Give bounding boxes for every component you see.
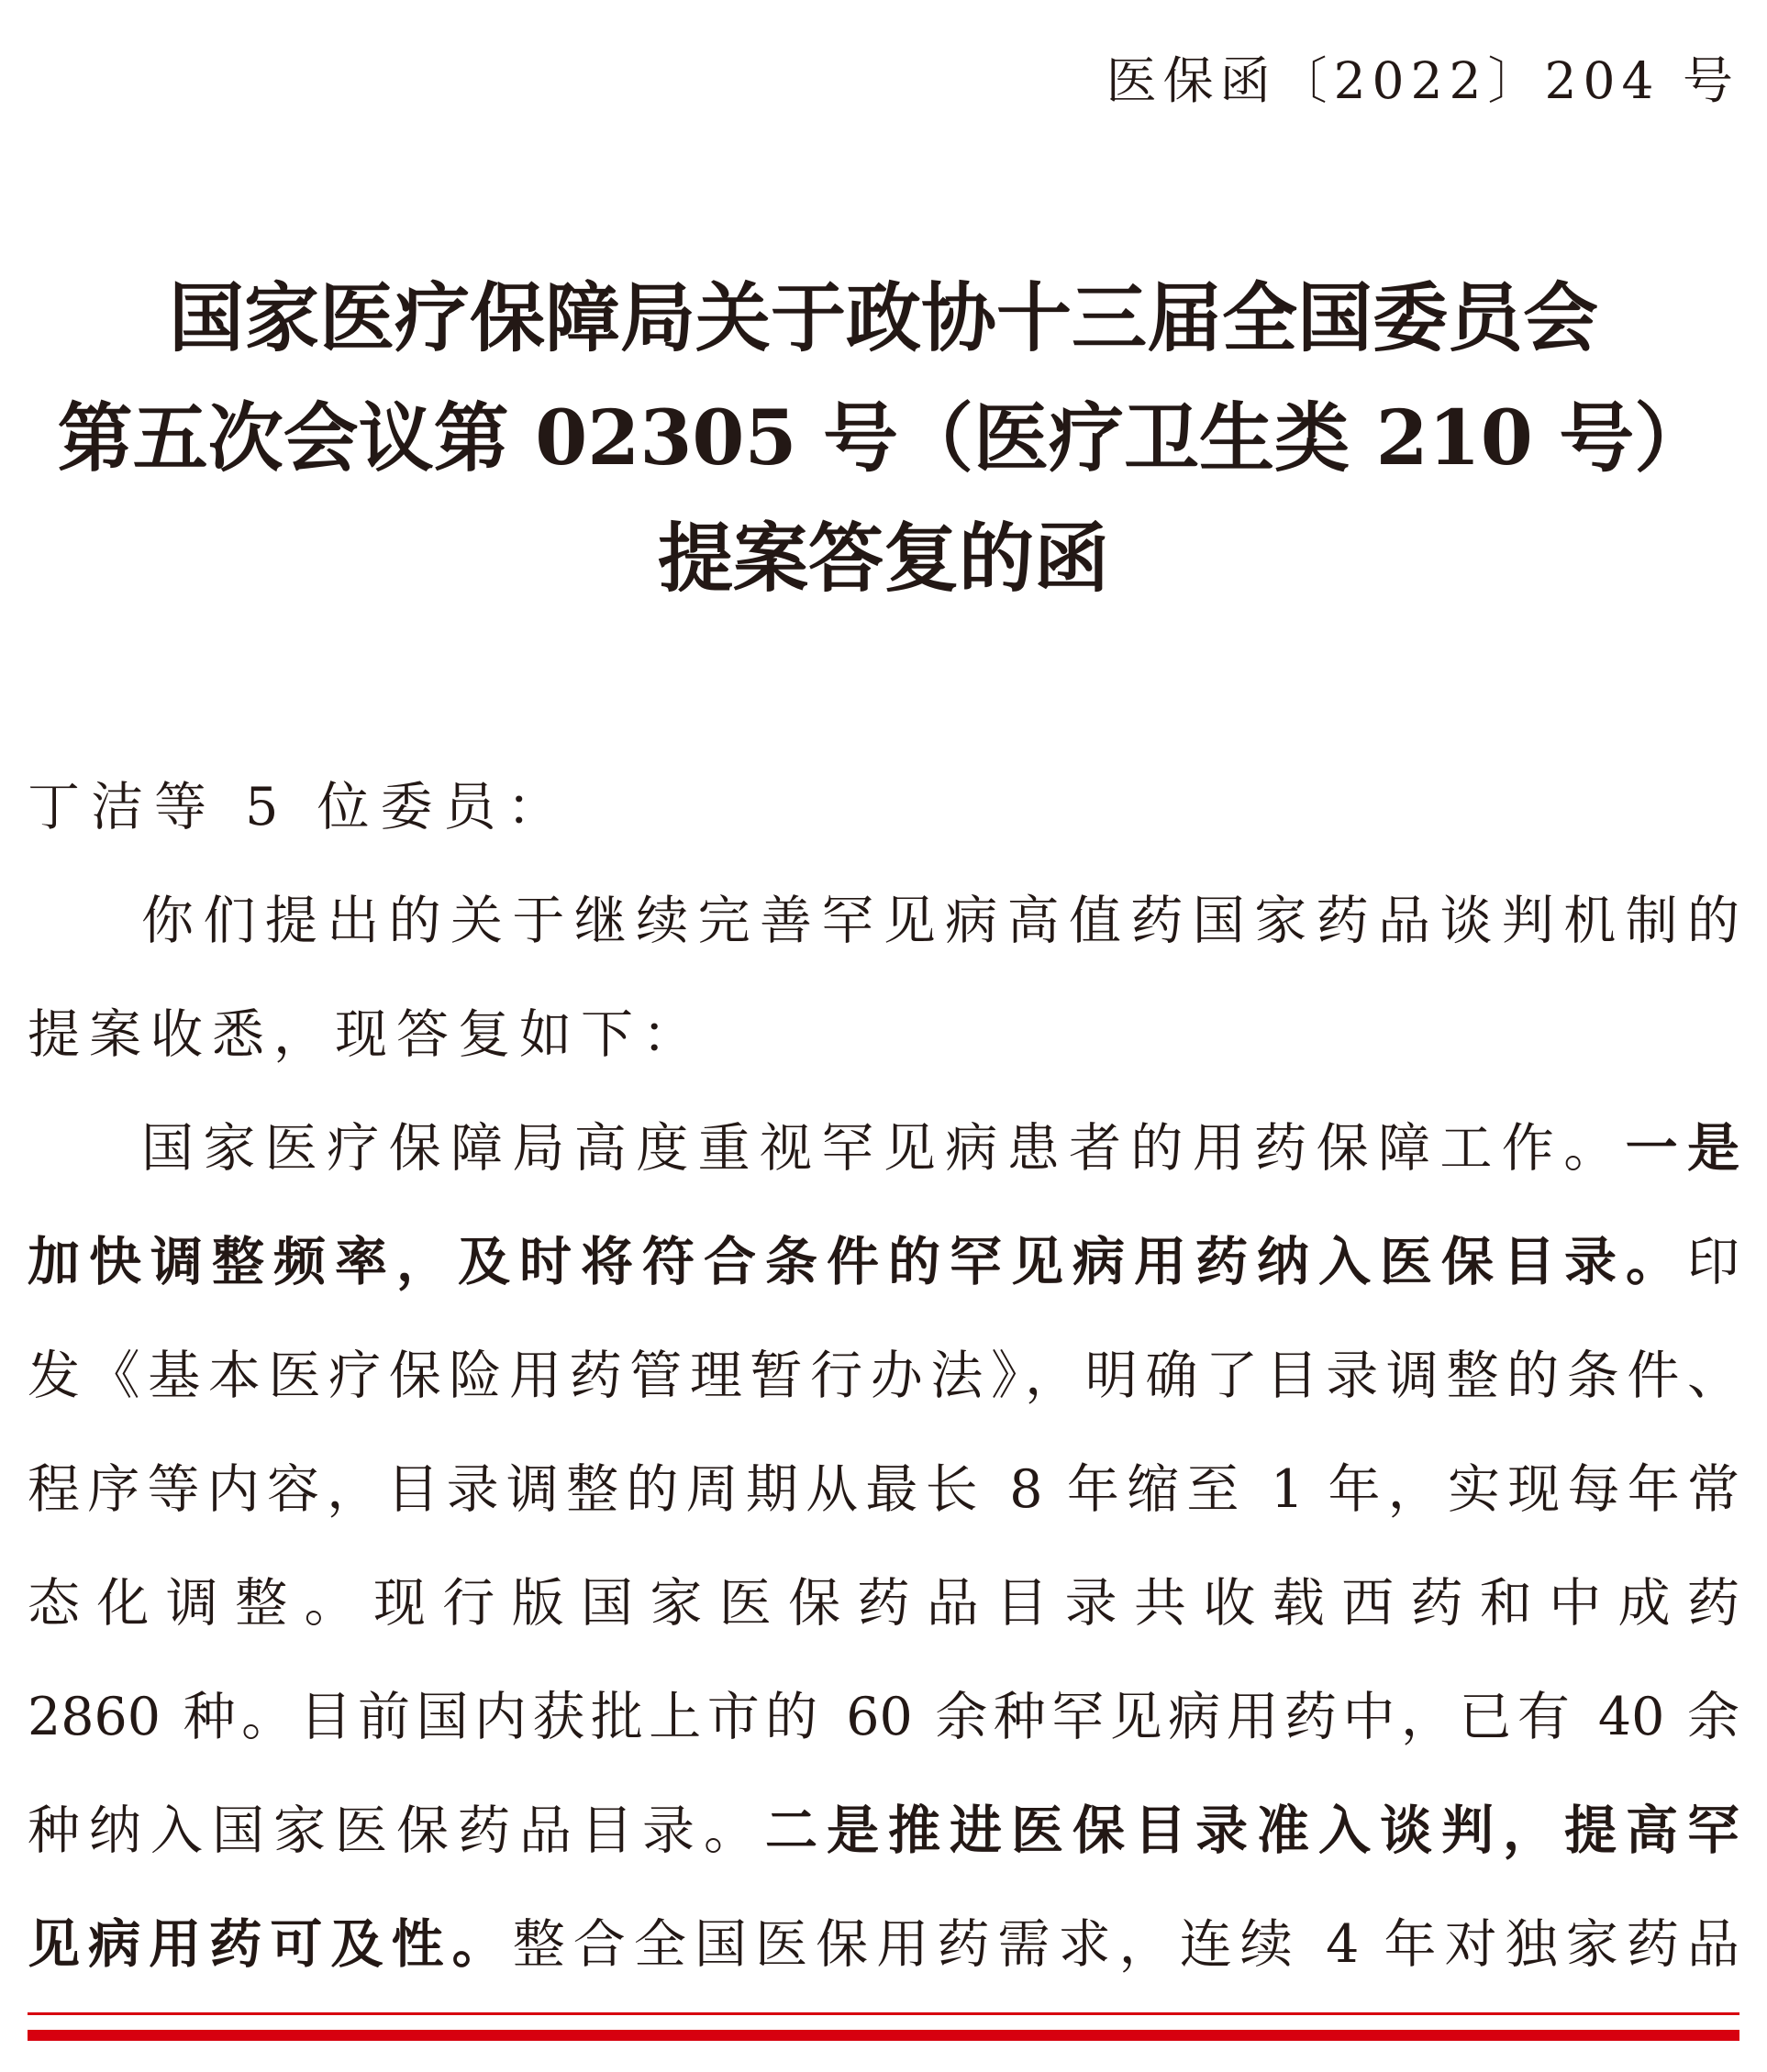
document-number: 医保函〔2022〕204 号 bbox=[1106, 51, 1739, 110]
title-line-1: 国家医疗保障局关于政协十三届全国委员会 bbox=[168, 274, 1598, 362]
paragraph-2-line-1 bbox=[28, 1091, 1739, 1205]
paragraph-2-line-8 bbox=[28, 1888, 1739, 2001]
paragraph-2-line-7 bbox=[28, 1774, 1739, 1888]
text-span: 印 bbox=[1687, 1232, 1739, 1292]
title-line-2: 第五次会议第 02305 号（医疗卫生类 210 号） bbox=[57, 394, 1710, 482]
emphasis-text: 加快调整频率，及时将符合条件的罕见病用药纳入医保目录。 bbox=[28, 1231, 1687, 1292]
red-divider-thick bbox=[28, 2030, 1739, 2041]
emphasis-text: 二是推进医保目录准入谈判，提高罕 bbox=[765, 1800, 1739, 1861]
salutation: 丁洁等 5 位委员： bbox=[28, 777, 571, 837]
paragraph-2-line-2 bbox=[28, 1205, 1739, 1319]
text-span: 国家医疗保障局高度重视罕见病患者的用药保障工作。 bbox=[141, 1118, 1626, 1179]
letter-body bbox=[28, 750, 1739, 2001]
emphasis-text: 一是 bbox=[1625, 1117, 1739, 1179]
paragraph-1-line-2: 提案收悉，现答复如下： bbox=[28, 1004, 704, 1065]
text-span: 种纳入国家医保药品目录。 bbox=[28, 1801, 765, 1861]
paragraph-1-line-1: 你们提出的关于继续完善罕见病高值药国家药品谈判机制的 bbox=[141, 891, 1739, 951]
paragraph-2-line-4: 程序等内容，目录调整的周期从最长 8 年缩至 1 年，实现每年常 bbox=[28, 1459, 1739, 1520]
red-divider-thin bbox=[28, 2012, 1739, 2015]
paragraph-2-line-5: 态化调整。现行版国家医保药品目录共收载西药和中成药 bbox=[28, 1573, 1739, 1634]
text-span: 整合全国医保用药需求，连续 4 年对独家药品 bbox=[512, 1914, 1739, 1975]
emphasis-text: 见病用药可及性。 bbox=[28, 1913, 513, 1975]
paragraph-2-line-6: 2860 种。目前国内获批上市的 60 余种罕见病用药中，已有 40 余 bbox=[28, 1687, 1739, 1747]
document-title bbox=[0, 259, 1767, 619]
paragraph-2-line-3: 发《基本医疗保险用药管理暂行办法》，明确了目录调整的条件、 bbox=[28, 1346, 1739, 1406]
title-line-3: 提案答复的函 bbox=[657, 515, 1109, 603]
